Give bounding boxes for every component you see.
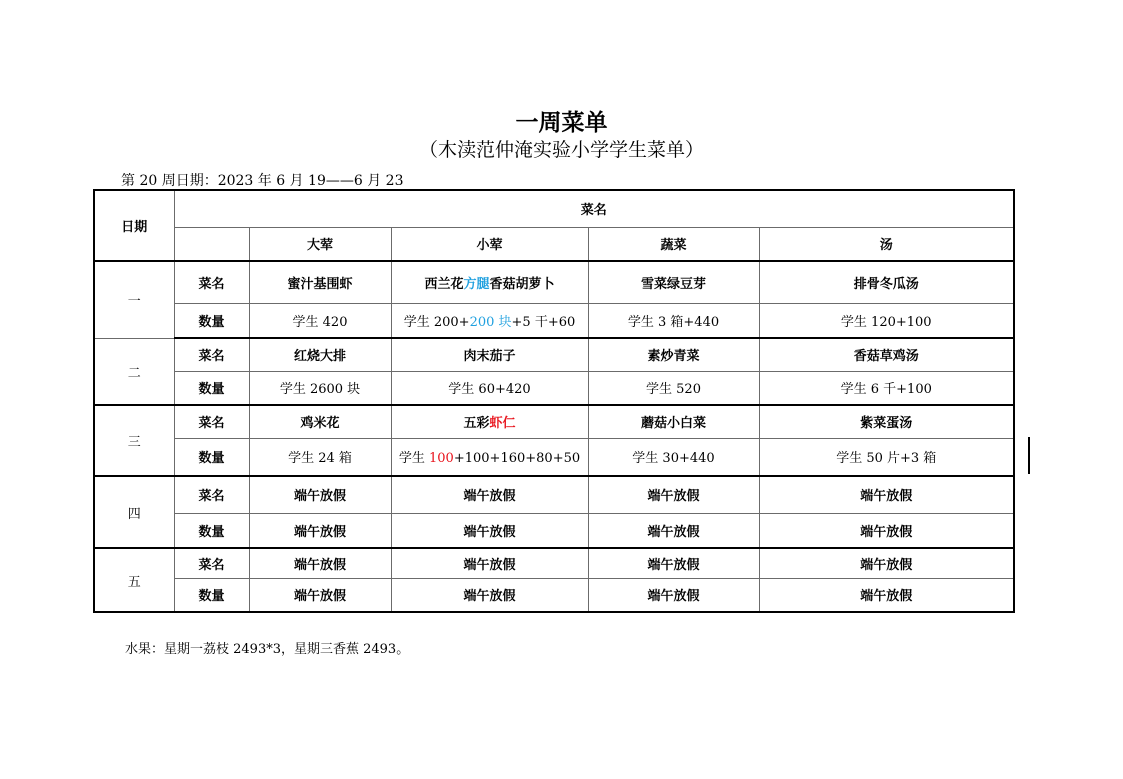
dish-thu-soup: 端午放假 — [759, 476, 1014, 513]
category-blank — [174, 227, 249, 261]
day-tue: 二 — [94, 338, 174, 405]
date-header: 日期 — [94, 190, 174, 261]
qty-mon-soup: 学生 120+100 — [759, 303, 1014, 338]
day-wed: 三 — [94, 405, 174, 476]
qty-thu-vegetable: 端午放假 — [588, 513, 759, 548]
qty-wed-vegetable: 学生 30+440 — [588, 438, 759, 476]
row-label-dish: 菜名 — [174, 548, 249, 578]
qty-tue-soup: 学生 6 千+100 — [759, 371, 1014, 405]
qty-mon-vegetable: 学生 3 箱+440 — [588, 303, 759, 338]
row-label-dish: 菜名 — [174, 405, 249, 438]
day-fri: 五 — [94, 548, 174, 612]
dish-thu-vegetable: 端午放假 — [588, 476, 759, 513]
dish-fri-soup: 端午放假 — [759, 548, 1014, 578]
page-title: 一周菜单 — [515, 110, 608, 136]
dish-mon-major: 蜜汁基围虾 — [249, 261, 391, 303]
dish-mon-soup: 排骨冬瓜汤 — [759, 261, 1014, 303]
dish-wed-minor: 五彩虾仁 — [391, 405, 588, 438]
text-cursor — [1028, 437, 1030, 474]
dish-tue-vegetable: 素炒青菜 — [588, 338, 759, 371]
dish-thu-minor: 端午放假 — [391, 476, 588, 513]
qty-wed-minor: 学生 100+100+160+80+50 — [391, 438, 588, 476]
qty-mon-minor: 学生 200+200 块+5 干+60 — [391, 303, 588, 338]
qty-wed-major: 学生 24 箱 — [249, 438, 391, 476]
qty-tue-minor: 学生 60+420 — [391, 371, 588, 405]
dish-mon-vegetable: 雪菜绿豆芽 — [588, 261, 759, 303]
dish-wed-soup: 紫菜蛋汤 — [759, 405, 1014, 438]
dish-tue-minor: 肉末茄子 — [391, 338, 588, 371]
fruit-note: 水果：星期一荔枝 2493*3，星期三香蕉 2493。 — [125, 642, 410, 657]
qty-mon-major: 学生 420 — [249, 303, 391, 338]
week-date-line: 第 20 周日期：2023 年 6 月 19——6 月 23 — [121, 173, 404, 189]
page-subtitle: （木渎范仲淹实验小学学生菜单） — [418, 139, 704, 161]
row-label-qty: 数量 — [174, 438, 249, 476]
qty-fri-vegetable: 端午放假 — [588, 578, 759, 612]
category-vegetable: 蔬菜 — [588, 227, 759, 261]
row-label-dish: 菜名 — [174, 476, 249, 513]
menu-header: 菜名 — [174, 190, 1014, 227]
qty-tue-vegetable: 学生 520 — [588, 371, 759, 405]
day-thu: 四 — [94, 476, 174, 548]
dish-wed-major: 鸡米花 — [249, 405, 391, 438]
qty-thu-major: 端午放假 — [249, 513, 391, 548]
dish-mon-minor: 西兰花方腿香菇胡萝卜 — [391, 261, 588, 303]
dish-tue-major: 红烧大排 — [249, 338, 391, 371]
category-minor-meat: 小荤 — [391, 227, 588, 261]
row-label-dish: 菜名 — [174, 338, 249, 371]
dish-thu-major: 端午放假 — [249, 476, 391, 513]
qty-thu-soup: 端午放假 — [759, 513, 1014, 548]
row-label-dish: 菜名 — [174, 261, 249, 303]
row-label-qty: 数量 — [174, 513, 249, 548]
qty-wed-soup: 学生 50 片+3 箱 — [759, 438, 1014, 476]
qty-tue-major: 学生 2600 块 — [249, 371, 391, 405]
row-label-qty: 数量 — [174, 371, 249, 405]
qty-fri-soup: 端午放假 — [759, 578, 1014, 612]
qty-fri-minor: 端午放假 — [391, 578, 588, 612]
row-label-qty: 数量 — [174, 303, 249, 338]
dish-fri-vegetable: 端午放假 — [588, 548, 759, 578]
weekly-menu-table — [93, 189, 1015, 613]
dish-tue-soup: 香菇草鸡汤 — [759, 338, 1014, 371]
day-mon: 一 — [94, 261, 174, 338]
row-label-qty: 数量 — [174, 578, 249, 612]
dish-fri-minor: 端午放假 — [391, 548, 588, 578]
dish-fri-major: 端午放假 — [249, 548, 391, 578]
category-soup: 汤 — [759, 227, 1014, 261]
category-major-meat: 大荤 — [249, 227, 391, 261]
dish-wed-vegetable: 蘑菇小白菜 — [588, 405, 759, 438]
qty-thu-minor: 端午放假 — [391, 513, 588, 548]
qty-fri-major: 端午放假 — [249, 578, 391, 612]
